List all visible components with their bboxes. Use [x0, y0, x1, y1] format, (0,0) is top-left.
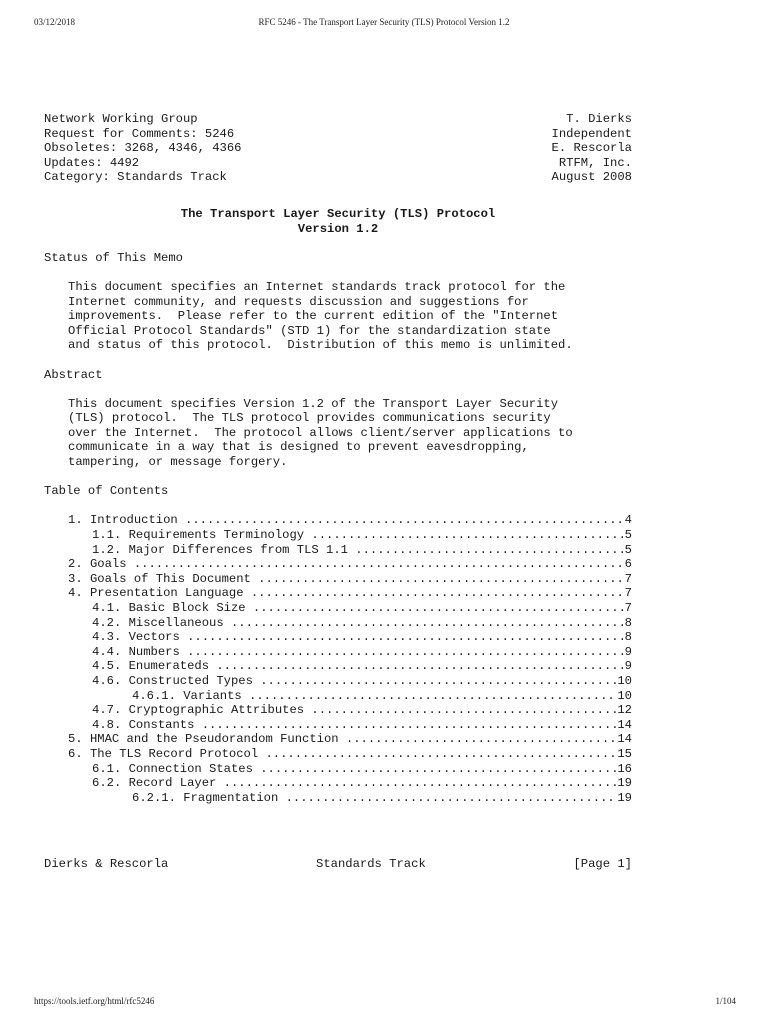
- toc-entry[interactable]: [44, 732, 632, 747]
- toc-entry-label: 1. Introduction: [68, 513, 186, 528]
- toc-entry[interactable]: [44, 762, 632, 777]
- toc-entry-page: 19: [617, 790, 632, 805]
- toc-entry[interactable]: [44, 645, 632, 660]
- toc-entry[interactable]: [44, 689, 632, 704]
- toc-entry[interactable]: [44, 586, 632, 601]
- toc-leader-dots: [224, 776, 618, 791]
- toc-entry-page: 19: [617, 776, 632, 791]
- title-line: The Transport Layer Security (TLS) Protocol: [180, 206, 496, 221]
- toc-leader-dots: [202, 718, 618, 733]
- toc-entry-page: 14: [617, 717, 632, 732]
- toc-entry[interactable]: [44, 659, 632, 674]
- header-row: [44, 112, 632, 127]
- header-left-line: Updates: 4492: [44, 155, 140, 170]
- header-left-line: Request for Comments: 5246: [44, 126, 235, 141]
- toc-heading: Table of Contents: [44, 484, 169, 499]
- toc-entry-label: 4. Presentation Language: [68, 586, 251, 601]
- toc-leader-dots: [216, 659, 624, 674]
- toc-entry-label: 6.2. Record Layer: [92, 776, 224, 791]
- rfc-header-block: [44, 112, 632, 185]
- toc-entry-label: 3. Goals of This Document: [68, 571, 259, 586]
- toc-entry-page: 10: [617, 673, 632, 688]
- toc-entry-page: 16: [617, 761, 632, 776]
- toc-entry-label: 2. Goals: [68, 557, 134, 572]
- toc-entry-page: 15: [617, 746, 632, 761]
- toc-entry[interactable]: [44, 557, 632, 572]
- toc-leader-dots: [253, 601, 625, 616]
- header-right-line: T. Dierks: [566, 112, 632, 126]
- toc-entry[interactable]: [44, 776, 632, 791]
- toc-leader-dots: [265, 747, 617, 762]
- toc-entry[interactable]: [44, 674, 632, 689]
- toc-entry-label: 6.1. Connection States: [92, 761, 261, 776]
- header-right-line: RTFM, Inc.: [558, 155, 632, 170]
- toc-entry-label: 4.4. Numbers: [92, 644, 188, 659]
- document-title: [44, 207, 632, 236]
- rfc-page: [44, 112, 632, 805]
- toc-leader-dots: [251, 586, 625, 601]
- toc-entry-label: 4.2. Miscellaneous: [92, 615, 231, 630]
- toc-entry[interactable]: [44, 791, 632, 806]
- header-left-line: Network Working Group: [44, 112, 198, 126]
- print-date: 03/12/2018: [34, 17, 76, 27]
- toc-leader-dots: [311, 703, 617, 718]
- toc-entry[interactable]: [44, 572, 632, 587]
- footer-track: Standards Track: [316, 857, 426, 871]
- toc-entry-page: 9: [624, 659, 632, 674]
- header-right-line: E. Rescorla: [551, 141, 632, 156]
- toc-entry-page: 7: [624, 601, 632, 615]
- toc-entry-label: 1.1. Requirements Terminology: [92, 528, 312, 543]
- toc-entry[interactable]: [44, 601, 632, 616]
- toc-entry-page: 8: [624, 630, 632, 645]
- toc-entry-label: 6. The TLS Record Protocol: [68, 746, 266, 761]
- toc-entry-page: 5: [624, 542, 632, 557]
- toc-leader-dots: [187, 645, 625, 660]
- status-heading: Status of This Memo: [44, 250, 183, 265]
- toc-entry-page: 7: [624, 571, 632, 586]
- print-page-count: 1/104: [715, 996, 736, 1006]
- toc-leader-dots: [311, 528, 624, 543]
- toc-entry[interactable]: [44, 528, 632, 543]
- toc-entry-label: 4.1. Basic Block Size: [92, 601, 253, 615]
- toc-entry-page: 14: [617, 732, 632, 747]
- toc-leader-dots: [134, 557, 625, 572]
- toc-entry[interactable]: [44, 513, 632, 528]
- header-right-line: August 2008: [551, 170, 632, 185]
- toc-entry-label: 4.8. Constants: [92, 717, 202, 732]
- toc-entry-page: 9: [624, 644, 632, 659]
- toc-entry[interactable]: [44, 747, 632, 762]
- toc-leader-dots: [260, 762, 617, 777]
- toc-leader-dots: [286, 791, 618, 806]
- toc-entry-label: 4.5. Enumerateds: [92, 659, 217, 674]
- toc-entry-label: 5. HMAC and the Pseudorandom Function: [68, 732, 346, 747]
- footer-authors: Dierks & Rescorla: [44, 857, 169, 871]
- toc-leader-dots: [231, 616, 625, 631]
- abstract-heading: Abstract: [44, 367, 103, 382]
- toc-leader-dots: [260, 674, 617, 689]
- toc-entry[interactable]: [44, 718, 632, 733]
- toc-leader-dots: [249, 689, 617, 704]
- status-body: This document specifies an Internet standards track protocol for the Internet community, and requests discussion and suggestions for improvements. Please refer to the current edition of the "Internet Official Protocol Standards" (STD 1) for the standardization state and status of this protocol. Distribution of this memo is unlimited.: [68, 279, 573, 353]
- print-title: RFC 5246 - The Transport Layer Security (TLS) Protocol Version 1.2: [258, 17, 510, 27]
- toc-entry-label: 4.3. Vectors: [92, 630, 188, 645]
- toc-entry-page: 8: [624, 615, 632, 630]
- toc-leader-dots: [355, 543, 624, 558]
- toc-entry[interactable]: [44, 616, 632, 631]
- toc-leader-dots: [187, 630, 625, 645]
- title-version: Version 1.2: [297, 221, 379, 236]
- toc-entry-page: 7: [624, 586, 632, 601]
- abstract-body: This document specifies Version 1.2 of the Transport Layer Security (TLS) protocol. The TLS protocol provides communications security over the Internet. The protocol allows client/server applications to communicate in a way that is designed to prevent eavesdropping, tampering, or message forgery.: [68, 396, 573, 470]
- print-url[interactable]: https://tools.ietf.org/html/rfc5246: [34, 996, 155, 1006]
- toc-entry-page: 5: [624, 528, 632, 543]
- toc-entry-label: 4.6. Constructed Types: [92, 673, 261, 688]
- header-left-line: Category: Standards Track: [44, 170, 227, 185]
- toc-entry[interactable]: [44, 543, 632, 558]
- header-row: [44, 127, 632, 142]
- toc-entry-label: 4.6.1. Variants: [132, 688, 250, 703]
- footer-page-number: [Page 1]: [573, 857, 632, 871]
- header-row: [44, 170, 632, 185]
- toc-entry-label: 1.2. Major Differences from TLS 1.1: [92, 542, 356, 557]
- rfc-page-footer: [44, 857, 632, 872]
- toc-entry[interactable]: [44, 630, 632, 645]
- toc-entry[interactable]: [44, 703, 632, 718]
- toc-entry-label: 4.7. Cryptographic Attributes: [92, 703, 312, 718]
- toc-leader-dots: [258, 572, 625, 587]
- header-right-line: Independent: [551, 126, 632, 141]
- table-of-contents: [44, 513, 632, 805]
- toc-entry-page: 4: [624, 513, 632, 528]
- toc-entry-page: 10: [617, 688, 632, 703]
- toc-leader-dots: [346, 732, 617, 747]
- header-row: [44, 156, 632, 171]
- header-left-line: Obsoletes: 3268, 4346, 4366: [44, 141, 242, 156]
- toc-entry-page: 12: [617, 703, 632, 718]
- toc-entry-label: 6.2.1. Fragmentation: [132, 790, 286, 805]
- toc-leader-dots: [185, 513, 625, 528]
- toc-entry-page: 6: [624, 557, 632, 572]
- header-row: [44, 141, 632, 156]
